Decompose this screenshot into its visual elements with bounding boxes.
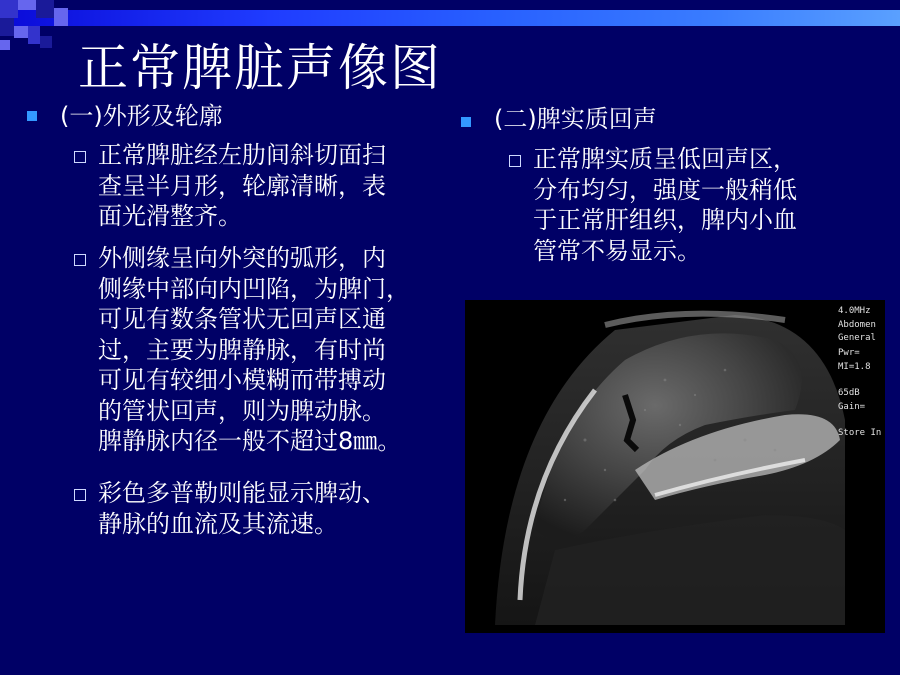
left-item-1 (98, 140, 386, 232)
readout-mi: MI=1.8 (838, 362, 871, 372)
readout-frequency: 4.0MHz (838, 306, 871, 316)
ultrasound-graphic (465, 300, 885, 633)
decor-square (28, 26, 40, 44)
decor-square (0, 0, 18, 18)
readout-db: 65dB (838, 388, 860, 398)
text-line: 侧缘中部向内凹陷，为脾门， (98, 274, 410, 303)
readout-store: Store In (838, 428, 882, 438)
readout-mode: General (838, 333, 876, 343)
text-line: 管常不易显示。 (533, 236, 701, 265)
bullet-square-icon (27, 111, 37, 121)
left-item-3 (98, 478, 386, 539)
decor-square (0, 18, 14, 36)
spleen-ultrasound-image (465, 300, 885, 633)
readout-power: Pwr= (838, 348, 860, 358)
decor-square (40, 36, 52, 48)
decor-square (54, 8, 68, 26)
sub-bullet-box-icon (74, 254, 86, 266)
decor-square (18, 0, 36, 10)
text-line: 静脉的血流及其流速。 (98, 509, 338, 538)
sub-bullet-box-icon (74, 151, 86, 163)
text-line: 查呈半月形，轮廓清晰，表 (98, 171, 386, 200)
right-heading: (二)脾实质回声 (494, 105, 657, 133)
decor-square (14, 26, 28, 38)
sub-bullet-box-icon (509, 155, 521, 167)
right-item-1 (533, 144, 797, 266)
sub-bullet-box-icon (74, 489, 86, 501)
readout-preset: Abdomen (838, 320, 876, 330)
text-line: 可见有较细小模糊而带搏动 (98, 366, 386, 394)
text-line: 的管状回声，则为脾动脉。 (98, 396, 386, 425)
decor-square (36, 0, 54, 18)
left-item-2 (98, 243, 410, 457)
text-line: 分布均匀，强度一般稍低 (533, 175, 797, 204)
header-gradient-bar (0, 10, 900, 26)
text-line: 面光滑整齐。 (98, 202, 242, 230)
readout-gain: Gain= (838, 402, 866, 412)
text-line: 过，主要为脾静脉，有时尚 (98, 335, 386, 364)
text-line: 可见有数条管状无回声区通 (98, 305, 386, 333)
text-line: 正常脾实质呈低回声区， (533, 145, 797, 173)
bullet-square-icon (461, 117, 471, 127)
text-line: 彩色多普勒则能显示脾动、 (98, 479, 386, 507)
text-line: 外侧缘呈向外突的弧形，内 (98, 244, 386, 272)
slide-title: 正常脾脏声像图 (78, 39, 442, 97)
left-heading: (一)外形及轮廓 (60, 102, 223, 130)
text-line: 正常脾脏经左肋间斜切面扫 (98, 141, 386, 169)
decor-square (0, 40, 10, 50)
text-line: 脾静脉内径一般不超过8㎜。 (98, 427, 402, 455)
text-line: 于正常肝组织，脾内小血 (533, 206, 797, 234)
